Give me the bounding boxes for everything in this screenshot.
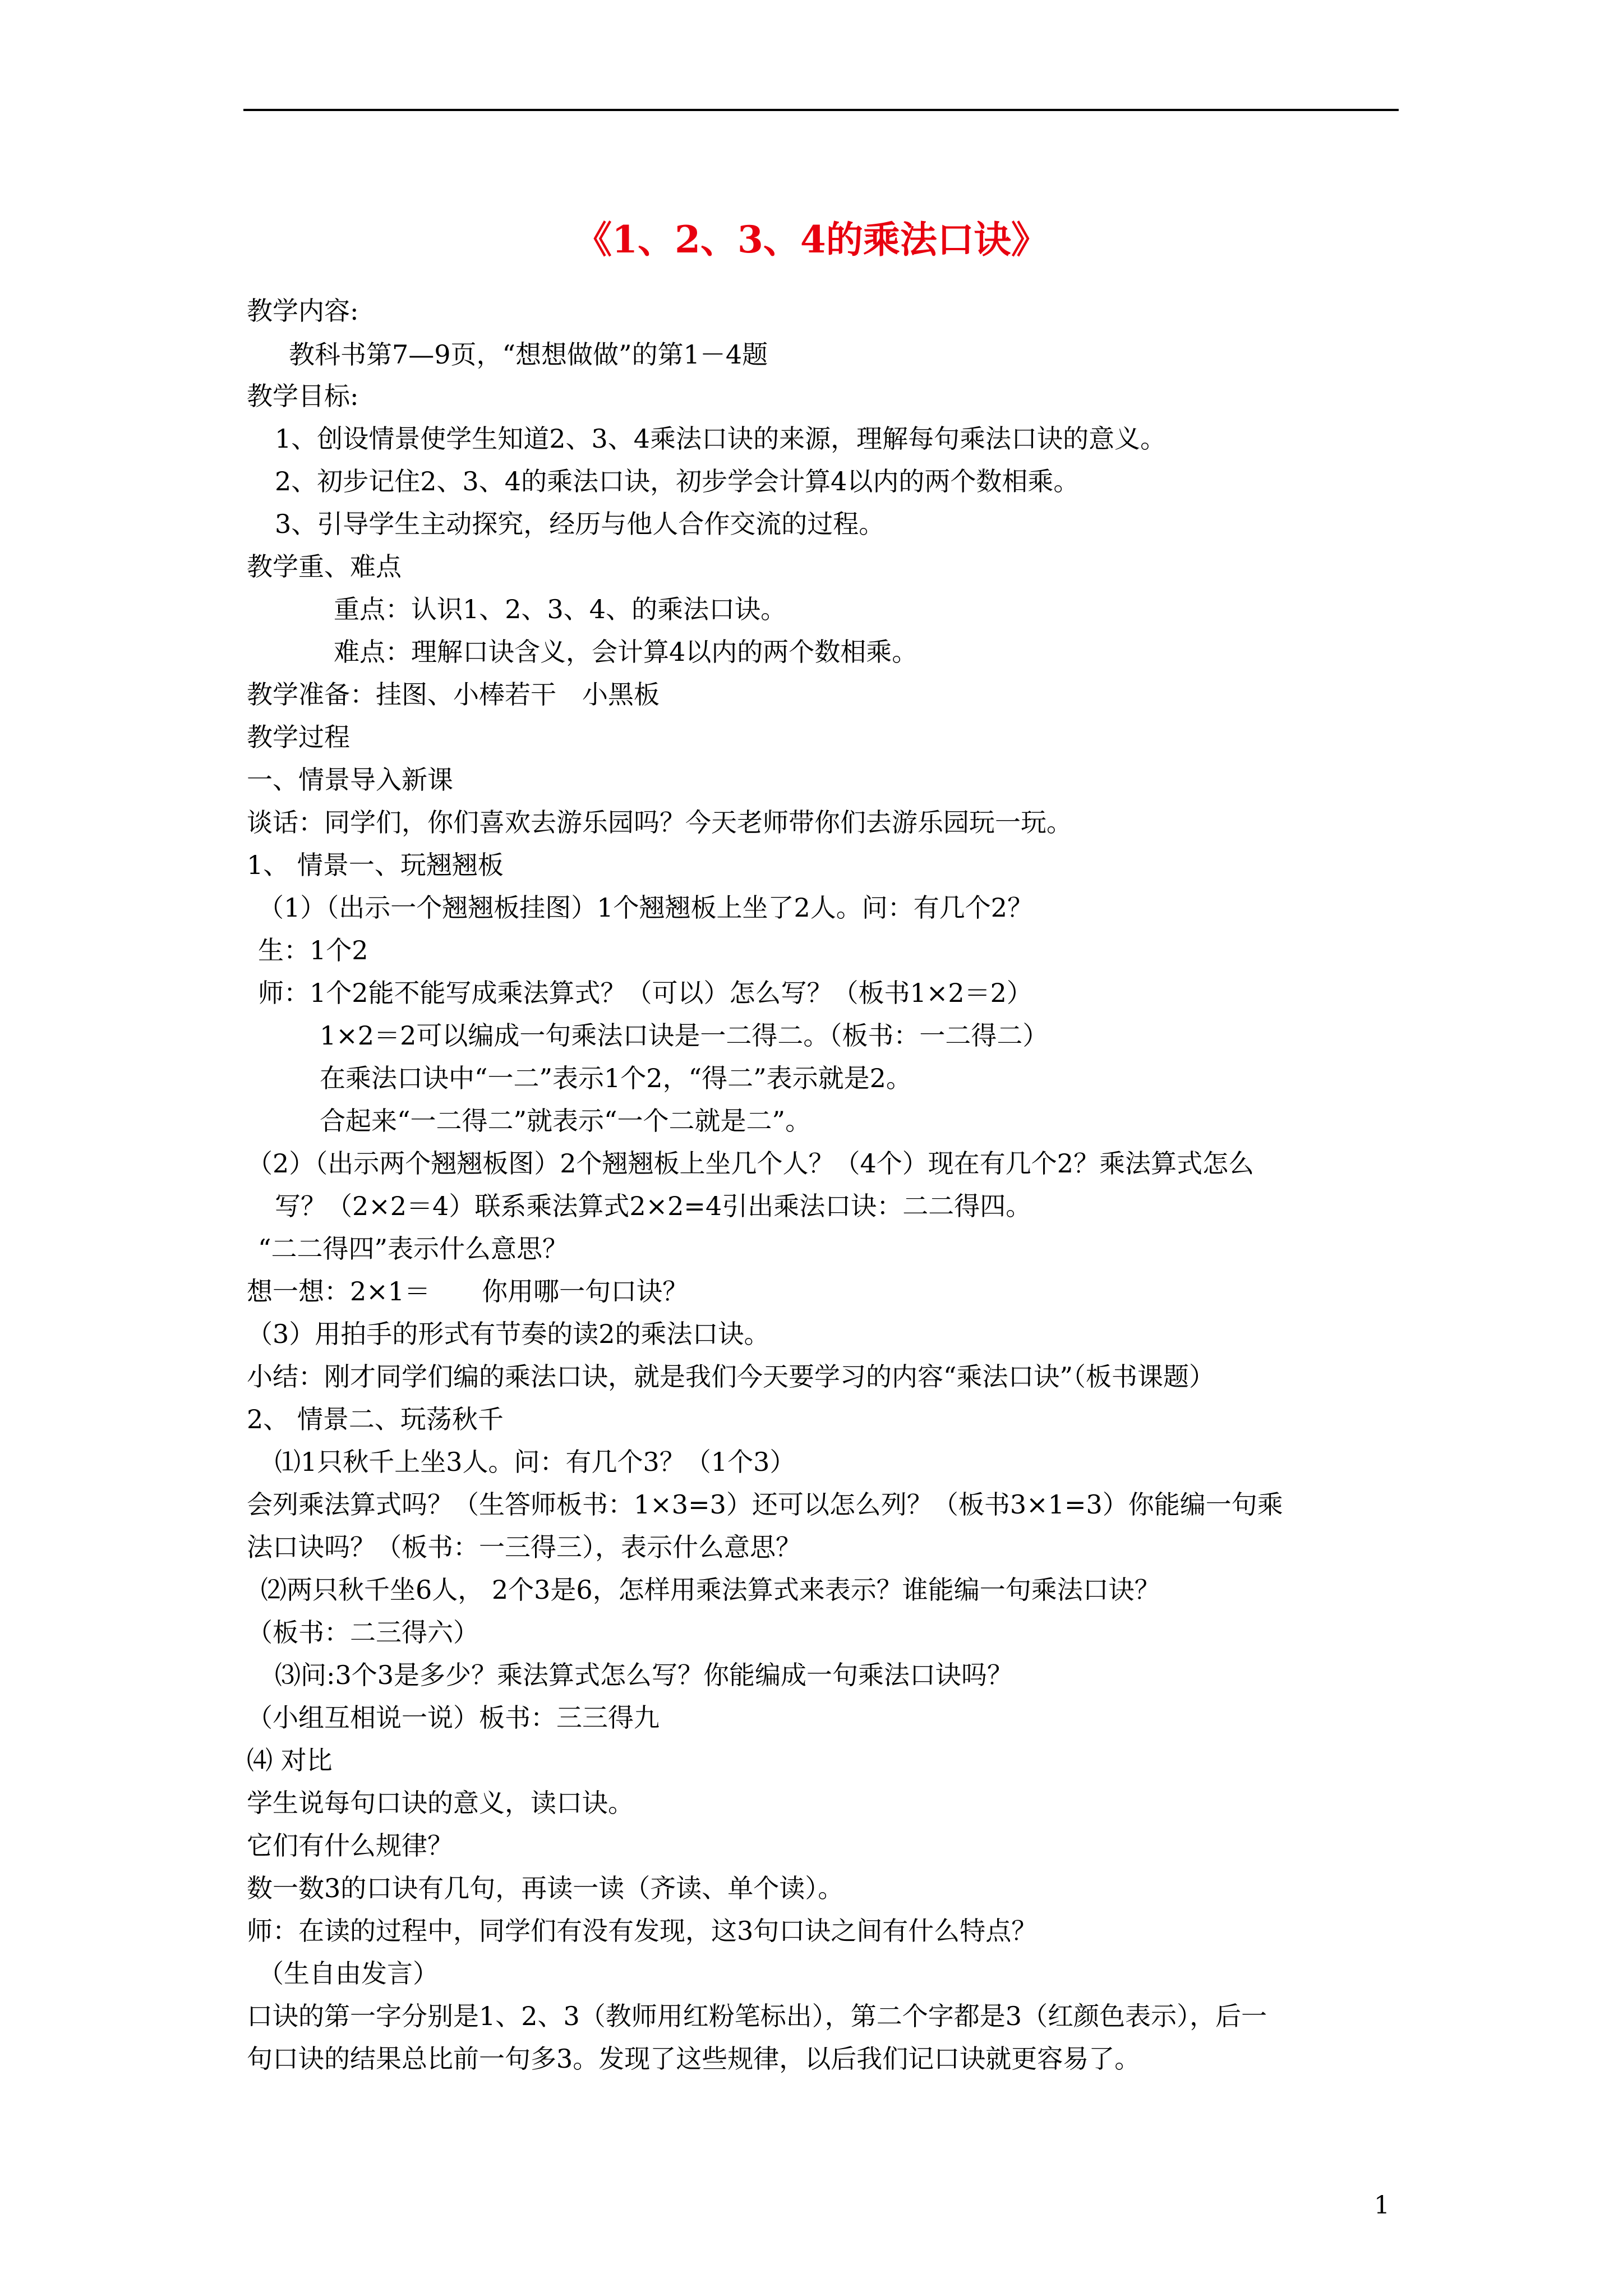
heading-key-points: 教学重、难点: [247, 551, 402, 582]
text-line: ⑶问:3个3是多少？乘法算式怎么写？你能编成一句乘法口诀吗？: [275, 1660, 1013, 1690]
text-line: 想一想：2×1＝ 你用哪一句口诀？: [247, 1276, 689, 1306]
text-line: 小结：刚才同学们编的乘法口诀，就是我们今天要学习的内容“乘法口诀”（板书课题）: [247, 1361, 1215, 1392]
header-rule: [243, 109, 1399, 111]
scenario-heading: 2、 情景二、玩荡秋千: [247, 1404, 504, 1434]
heading-preparation: 教学准备：挂图、小棒若干 小黑板: [247, 679, 660, 710]
text-line: 学生说每句口诀的意义，读口诀。: [247, 1788, 634, 1818]
heading-teaching-goals: 教学目标:: [247, 381, 359, 411]
text-line: 1×2＝2可以编成一句乘法口诀是一二得二。（板书：一二得二）: [320, 1020, 1049, 1051]
heading-process: 教学过程: [247, 722, 350, 752]
text-line: 在乘法口诀中“一二”表示1个2，“得二”表示就是2。: [320, 1063, 912, 1093]
text-line: 师：1个2能不能写成乘法算式？（可以）怎么写？（板书1×2＝2）: [258, 978, 1032, 1008]
document-title: 《1、2、3、4的乘法口诀》: [575, 218, 1048, 261]
scenario-heading: 1、 情景一、玩翘翘板: [247, 850, 504, 880]
text-line: （3）用拍手的形式有节奏的读2的乘法口诀。: [247, 1319, 770, 1349]
text-line: 会列乘法算式吗？（生答师板书：1×3=3）还可以怎么列？（板书3×1=3）你能编一句乘: [247, 1489, 1283, 1520]
text-line: 数一数3的口诀有几句，再读一读（齐读、单个读）。: [247, 1873, 844, 1903]
heading-teaching-content: 教学内容:: [247, 296, 359, 326]
text-line: 教科书第7—9页，“想想做做”的第1－4题: [289, 339, 768, 370]
text-line: 1、创设情景使学生知道2、3、4乘法口诀的来源，理解每句乘法口诀的意义。: [275, 424, 1166, 454]
text-line: 师：在读的过程中，同学们有没有发现，这3句口诀之间有什么特点？: [247, 1916, 1038, 1946]
text-line: 重点：认识1、2、3、4、的乘法口诀。: [334, 594, 787, 624]
text-line: 它们有什么规律？: [247, 1830, 453, 1861]
text-line: 难点：理解口诀含义，会计算4以内的两个数相乘。: [334, 637, 918, 667]
text-line: （生自由发言）: [258, 1958, 439, 1989]
text-line: 谈话：同学们，你们喜欢去游乐园吗？今天老师带你们去游乐园玩一玩。: [247, 807, 1072, 838]
text-line: 3、引导学生主动探究，经历与他人合作交流的过程。: [275, 509, 885, 539]
text-line: 口诀的第一字分别是1、2、3（教师用红粉笔标出），第二个字都是3（红颜色表示），后一: [247, 2001, 1267, 2031]
text-line: 生：1个2: [258, 935, 368, 965]
text-line: ⑵两只秋千坐6人， 2个3是6，怎样用乘法算式来表示？谁能编一句乘法口诀？: [261, 1575, 1160, 1605]
text-line: 句口诀的结果总比前一句多3。发现了这些规律，以后我们记口诀就更容易了。: [247, 2044, 1141, 2074]
text-line: （1）（出示一个翘翘板挂图）1个翘翘板上坐了2人。问：有几个2？: [258, 892, 1034, 923]
text-line: （2）（出示两个翘翘板图）2个翘翘板上坐几个人？（4个）现在有几个2？乘法算式怎么: [247, 1148, 1255, 1179]
page-number: 1: [1374, 2191, 1390, 2220]
text-line: ⑴1只秋千上坐3人。问：有几个3？（1个3）: [275, 1447, 796, 1477]
text-line: 2、初步记住2、3、4的乘法口诀，初步学会计算4以内的两个数相乘。: [275, 466, 1080, 496]
text-line: 写？（2×2＝4）联系乘法算式2×2=4引出乘法口诀：二二得四。: [275, 1191, 1032, 1221]
text-line: （小组互相说一说）板书：三三得九: [247, 1703, 660, 1733]
text-line: ⑷ 对比: [247, 1745, 333, 1775]
text-line: 法口诀吗？（板书：一三得三），表示什么意思？: [247, 1532, 801, 1562]
section-heading: 一、情景导入新课: [247, 765, 453, 795]
text-line: 合起来“一二得二”就表示“一个二就是二”。: [320, 1106, 811, 1136]
text-line: （板书：二三得六）: [247, 1617, 479, 1648]
text-line: “二二得四”表示什么意思？: [258, 1234, 569, 1264]
